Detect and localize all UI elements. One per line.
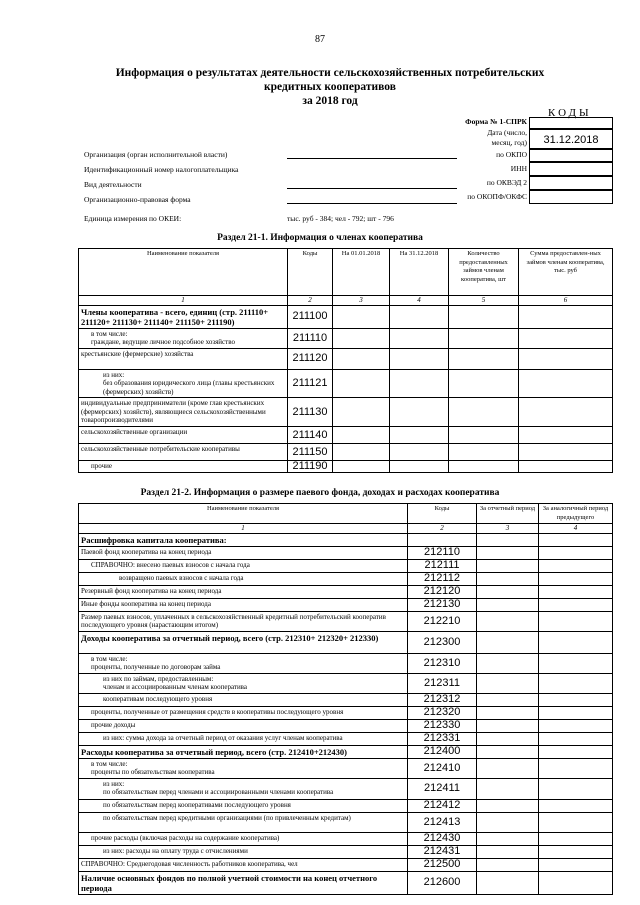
value-cell[interactable] xyxy=(477,598,539,611)
value-cell[interactable] xyxy=(477,611,539,631)
inn-label: Идентификационный номер налогоплательщика xyxy=(84,165,239,174)
row-code: 211121 xyxy=(288,369,333,398)
row-code: 211130 xyxy=(288,398,333,427)
table-row xyxy=(79,758,613,778)
row-code: 212120 xyxy=(408,585,477,598)
members-table xyxy=(78,248,613,473)
row-label-text: в том числе: xyxy=(91,759,128,768)
value-cell[interactable] xyxy=(539,673,613,693)
value-cell[interactable] xyxy=(539,693,613,706)
value-cell[interactable] xyxy=(390,427,449,444)
okopf-label: по ОКОПФ/ОКФС xyxy=(467,192,527,201)
table-row xyxy=(79,812,613,832)
value-cell[interactable] xyxy=(390,348,449,369)
row-label-subtext: граждане, ведущие личное подсобное хозяйство xyxy=(91,338,235,346)
value-cell[interactable] xyxy=(333,369,390,398)
row-label xyxy=(79,598,408,611)
table-row xyxy=(79,706,613,719)
row-label xyxy=(79,845,408,858)
value-cell[interactable] xyxy=(449,444,519,461)
section1-title: Раздел 21-1. Информация о членах кооператива xyxy=(217,233,423,243)
org-field-line[interactable] xyxy=(287,158,457,159)
row-code: 212412 xyxy=(408,799,477,812)
value-cell[interactable] xyxy=(477,832,539,845)
row-label-text: из них: расходы на оплату труда с отчислениями xyxy=(103,846,248,855)
inn-box[interactable] xyxy=(529,162,613,176)
table-header-row xyxy=(79,249,613,296)
row-label xyxy=(79,758,408,778)
row-code: 212111 xyxy=(408,559,477,572)
value-cell[interactable] xyxy=(539,611,613,631)
okpo-box[interactable] xyxy=(529,149,613,162)
column-number: 3 xyxy=(477,524,539,534)
row-label xyxy=(79,832,408,845)
value-cell[interactable] xyxy=(390,398,449,427)
value-cell[interactable] xyxy=(539,653,613,673)
value-cell[interactable] xyxy=(519,398,613,427)
title-line-2: кредитных кооперативов xyxy=(264,81,396,93)
table-row xyxy=(79,778,613,799)
activity-field-line[interactable] xyxy=(287,188,457,189)
unit-label: Единица измерения по ОКЕИ: xyxy=(84,214,182,223)
value-cell[interactable] xyxy=(539,871,613,894)
value-cell[interactable] xyxy=(519,461,613,473)
value-cell[interactable] xyxy=(477,585,539,598)
table-row xyxy=(79,598,613,611)
row-code: 211120 xyxy=(288,348,333,369)
value-cell[interactable] xyxy=(519,427,613,444)
date-label-2: месяц, год) xyxy=(491,138,527,147)
org-label: Организация (орган исполнительной власти) xyxy=(84,150,228,159)
table-row xyxy=(79,348,613,369)
row-label-subtext: по обязательствам перед членами и ассоциированными членами кооператива xyxy=(103,788,334,796)
row-label xyxy=(79,533,408,546)
column-number-row xyxy=(79,296,613,306)
row-label xyxy=(79,444,288,461)
value-cell[interactable] xyxy=(477,546,539,559)
table-row xyxy=(79,585,613,598)
value-cell[interactable] xyxy=(477,693,539,706)
table-row xyxy=(79,858,613,871)
value-cell[interactable] xyxy=(539,533,613,546)
row-label xyxy=(79,812,408,832)
row-label xyxy=(79,585,408,598)
row-code: 212430 xyxy=(408,832,477,845)
row-label xyxy=(79,778,408,799)
row-code: 211150 xyxy=(288,444,333,461)
value-cell[interactable] xyxy=(519,369,613,398)
value-cell[interactable] xyxy=(390,305,449,328)
value-cell[interactable] xyxy=(333,444,390,461)
value-cell[interactable] xyxy=(477,653,539,673)
codes-header: КОДЫ xyxy=(548,107,592,119)
row-code: 211100 xyxy=(288,305,333,328)
value-cell[interactable] xyxy=(539,832,613,845)
row-code: 211140 xyxy=(288,427,333,444)
value-cell[interactable] xyxy=(477,845,539,858)
value-cell[interactable] xyxy=(477,871,539,894)
row-code: 212331 xyxy=(408,732,477,745)
value-cell[interactable] xyxy=(477,719,539,732)
value-cell[interactable] xyxy=(477,559,539,572)
value-cell[interactable] xyxy=(477,758,539,778)
row-label-text: Резервный фонд кооператива на конец периода xyxy=(81,586,222,595)
row-label xyxy=(79,745,408,758)
row-code: 212310 xyxy=(408,653,477,673)
row-label-text: по обязательствам перед кооперативами последующего уровня xyxy=(103,800,291,809)
row-label-text: из них: xyxy=(103,370,125,379)
row-label-text: индивидуальные предприниматели (кроме глав крестьянских (фермерских) хозяйств), являющиеся сельскохозяйственными товаропроизводителями xyxy=(81,399,266,424)
okved-label: по ОКВЭД 2 xyxy=(486,178,527,187)
row-label xyxy=(79,559,408,572)
value-cell[interactable] xyxy=(539,559,613,572)
column-header: Коды xyxy=(408,504,477,524)
value-cell[interactable] xyxy=(449,348,519,369)
row-label-text: Паевой фонд кооператива на конец периода xyxy=(81,547,212,556)
value-cell[interactable] xyxy=(539,706,613,719)
row-label-text: СПРАВОЧНО: внесено паевых взносов с начала года xyxy=(91,560,250,569)
row-code: 212320 xyxy=(408,706,477,719)
date-value: 31.12.2018 xyxy=(529,129,613,149)
value-cell[interactable] xyxy=(449,461,519,473)
row-label xyxy=(79,673,408,693)
row-label-subtext: проценты, полученные по договорам займа xyxy=(91,663,221,671)
value-cell[interactable] xyxy=(477,778,539,799)
value-cell[interactable] xyxy=(333,328,390,348)
value-cell[interactable] xyxy=(539,719,613,732)
row-code: 212300 xyxy=(408,631,477,653)
column-number: 4 xyxy=(390,296,449,306)
row-code: 212110 xyxy=(408,546,477,559)
row-label xyxy=(79,631,408,653)
row-label-text: Доходы кооператива за отчетный период, всего (стр. 212310+ 212320+ 212330) xyxy=(81,632,379,643)
row-label-text: из них: сумма дохода за отчетный период от оказания услуг членам кооператива xyxy=(103,733,343,742)
row-label xyxy=(79,799,408,812)
row-label-text: Расшифровка капитала кооператива: xyxy=(81,534,227,545)
value-cell[interactable] xyxy=(477,631,539,653)
row-label-text: из них по займам, предоставленным: xyxy=(103,674,214,683)
row-code: 212400 xyxy=(408,745,477,758)
value-cell[interactable] xyxy=(390,328,449,348)
row-code xyxy=(408,533,477,546)
section2-title: Раздел 21-2. Информация о размере паевого фонда, доходах и расходах кооператива xyxy=(140,488,500,498)
value-cell[interactable] xyxy=(477,706,539,719)
value-cell[interactable] xyxy=(539,546,613,559)
column-number: 2 xyxy=(408,524,477,534)
table-row xyxy=(79,305,613,328)
table-row xyxy=(79,653,613,673)
value-cell[interactable] xyxy=(539,585,613,598)
row-label xyxy=(79,461,288,473)
value-cell[interactable] xyxy=(333,461,390,473)
value-cell[interactable] xyxy=(477,533,539,546)
column-number: 5 xyxy=(449,296,519,306)
okpo-label: по ОКПО xyxy=(496,150,527,159)
row-code: 212431 xyxy=(408,845,477,858)
row-label xyxy=(79,732,408,745)
row-code: 211110 xyxy=(288,328,333,348)
row-code: 212410 xyxy=(408,758,477,778)
row-code: 212130 xyxy=(408,598,477,611)
value-cell[interactable] xyxy=(333,305,390,328)
okopf-box[interactable] xyxy=(529,190,613,204)
row-label-text: Иные фонды кооператива на конец периода xyxy=(81,599,211,608)
table-row xyxy=(79,572,613,585)
row-label-text: сельскохозяйственные потребительские кооперативы xyxy=(81,445,240,453)
row-code: 212500 xyxy=(408,858,477,871)
value-cell[interactable] xyxy=(519,305,613,328)
report-title xyxy=(110,66,550,108)
column-header: Наименование показателя xyxy=(79,249,288,296)
date-label-1: Дата (число, xyxy=(487,128,527,137)
row-label xyxy=(79,719,408,732)
table-row xyxy=(79,693,613,706)
row-code: 212311 xyxy=(408,673,477,693)
value-cell[interactable] xyxy=(333,398,390,427)
value-cell[interactable] xyxy=(519,444,613,461)
value-cell[interactable] xyxy=(539,799,613,812)
column-header: Сумма предоставлен-ных займов членам кооператива, тыс. руб xyxy=(519,249,613,296)
row-label-text: кооперативам последующего уровня xyxy=(103,694,213,703)
value-cell[interactable] xyxy=(477,858,539,871)
table-row xyxy=(79,745,613,758)
title-line-1: Информация о результатах деятельности сельскохозяйственных потребительских xyxy=(115,67,545,79)
value-cell[interactable] xyxy=(449,328,519,348)
row-label-text: в том числе: xyxy=(91,329,128,338)
value-cell[interactable] xyxy=(539,758,613,778)
row-label-text: крестьянские (фермерские) хозяйства xyxy=(81,349,194,358)
row-label-text: Расходы кооператива за отчетный период, всего (стр. 212410+212430) xyxy=(81,746,347,757)
value-cell[interactable] xyxy=(519,328,613,348)
row-label xyxy=(79,305,288,328)
row-label-text: сельскохозяйственные организации xyxy=(81,428,188,436)
unit-value: тыс. руб - 384; чел - 792; шт - 796 xyxy=(287,214,394,223)
column-number: 2 xyxy=(288,296,333,306)
value-cell[interactable] xyxy=(390,461,449,473)
value-cell[interactable] xyxy=(449,427,519,444)
row-label-text: по обязательствам перед кредитными организациями (по привлеченным кредитам) xyxy=(103,813,351,822)
row-label-text: проценты, полученные от размещения средств в кооперативы последующего уровня xyxy=(91,707,344,716)
value-cell[interactable] xyxy=(539,845,613,858)
row-label xyxy=(79,572,408,585)
column-header: За отчетный период xyxy=(477,504,539,524)
row-label-text: прочие доходы xyxy=(91,720,136,729)
row-code: 212330 xyxy=(408,719,477,732)
finance-table xyxy=(78,503,613,895)
table-header-row xyxy=(79,504,613,524)
column-header: Наименование показателя xyxy=(79,504,408,524)
value-cell[interactable] xyxy=(539,598,613,611)
row-label-text: возвращено паевых взносов с начала года xyxy=(119,573,244,582)
row-label xyxy=(79,427,288,444)
row-label xyxy=(79,693,408,706)
table-row xyxy=(79,328,613,348)
value-cell[interactable] xyxy=(477,572,539,585)
value-cell[interactable] xyxy=(519,348,613,369)
table-row xyxy=(79,611,613,631)
column-header: Коды xyxy=(288,249,333,296)
row-label-text: прочие xyxy=(91,462,112,470)
value-cell[interactable] xyxy=(539,778,613,799)
table-row xyxy=(79,673,613,693)
table-row xyxy=(79,799,613,812)
row-label-text: Члены кооператива - всего, единиц (стр. 211110+ 211120+ 211130+ 211140+ 211150+ 211190) xyxy=(81,306,269,327)
row-code: 212312 xyxy=(408,693,477,706)
column-header: На 31.12.2018 xyxy=(390,249,449,296)
row-label-text: Наличие основных фондов по полной учетной стоимости на конец отчетного периода xyxy=(81,872,378,893)
row-label-text: Размер паевых взносов, уплаченных в сельскохозяйственный кредитный потребительский кооператив последующего уровня (нарастающим итогом) xyxy=(81,612,386,629)
value-cell[interactable] xyxy=(333,427,390,444)
form-number: Форма № 1-СПРК xyxy=(465,117,527,126)
value-cell[interactable] xyxy=(477,732,539,745)
row-label xyxy=(79,653,408,673)
row-code: 211190 xyxy=(288,461,333,473)
column-number: 6 xyxy=(519,296,613,306)
column-number: 3 xyxy=(333,296,390,306)
value-cell[interactable] xyxy=(333,348,390,369)
table-row xyxy=(79,369,613,398)
column-number: 1 xyxy=(79,296,288,306)
table-row xyxy=(79,732,613,745)
row-code: 212210 xyxy=(408,611,477,631)
row-label-text: из них: xyxy=(103,779,125,788)
value-cell[interactable] xyxy=(477,799,539,812)
table-row xyxy=(79,845,613,858)
column-number-row xyxy=(79,524,613,534)
table-row xyxy=(79,719,613,732)
legal-form-label: Организационно-правовая форма xyxy=(84,195,191,204)
table-row xyxy=(79,398,613,427)
row-label xyxy=(79,858,408,871)
row-label xyxy=(79,369,288,398)
row-label xyxy=(79,611,408,631)
value-cell[interactable] xyxy=(477,812,539,832)
table-row xyxy=(79,461,613,473)
column-header: На 01.01.2018 xyxy=(333,249,390,296)
table-row xyxy=(79,832,613,845)
page-number: 87 xyxy=(315,34,325,45)
column-number: 1 xyxy=(79,524,408,534)
row-code: 212413 xyxy=(408,812,477,832)
row-code: 212411 xyxy=(408,778,477,799)
table-row xyxy=(79,559,613,572)
row-code: 212600 xyxy=(408,871,477,894)
value-cell[interactable] xyxy=(539,572,613,585)
value-cell[interactable] xyxy=(477,673,539,693)
inn-code-label: ИНН xyxy=(510,164,527,173)
okved-box[interactable] xyxy=(529,176,613,190)
value-cell[interactable] xyxy=(390,444,449,461)
value-cell[interactable] xyxy=(539,745,613,758)
table-row xyxy=(79,631,613,653)
value-cell[interactable] xyxy=(539,812,613,832)
form-code-box xyxy=(529,117,613,129)
column-header: За аналогичный период предыдущего xyxy=(539,504,613,524)
value-cell[interactable] xyxy=(539,732,613,745)
table-row xyxy=(79,427,613,444)
activity-label: Вид деятельности xyxy=(84,180,142,189)
legal-form-field-line[interactable] xyxy=(287,203,457,204)
table-row xyxy=(79,533,613,546)
value-cell[interactable] xyxy=(539,858,613,871)
table-row xyxy=(79,444,613,461)
row-label xyxy=(79,871,408,894)
table-row xyxy=(79,871,613,894)
value-cell[interactable] xyxy=(390,369,449,398)
row-label-subtext: членам и ассоциированным членам кооператива xyxy=(103,683,248,691)
value-cell[interactable] xyxy=(449,305,519,328)
row-label-text: в том числе: xyxy=(91,654,128,663)
row-label-text: СПРАВОЧНО: Среднегодовая численность работников кооператива, чел xyxy=(81,859,298,868)
row-label-text: прочие расходы (включая расходы на содержание кооператива) xyxy=(91,833,280,842)
row-label xyxy=(79,328,288,348)
row-label-subtext: без образования юридического лица (главы крестьянских (фермерских) хозяйств) xyxy=(103,379,275,396)
row-label xyxy=(79,706,408,719)
table-row xyxy=(79,546,613,559)
column-number: 4 xyxy=(539,524,613,534)
row-label xyxy=(79,398,288,427)
row-code: 212112 xyxy=(408,572,477,585)
title-line-3: за 2018 год xyxy=(302,95,358,107)
value-cell[interactable] xyxy=(449,398,519,427)
row-label-subtext: проценты по обязательствам кооператива xyxy=(91,768,215,776)
value-cell[interactable] xyxy=(449,369,519,398)
column-header: Количество предоставленных займов членам кооператива, шт xyxy=(449,249,519,296)
value-cell[interactable] xyxy=(477,745,539,758)
value-cell[interactable] xyxy=(539,631,613,653)
row-label xyxy=(79,348,288,369)
row-label xyxy=(79,546,408,559)
